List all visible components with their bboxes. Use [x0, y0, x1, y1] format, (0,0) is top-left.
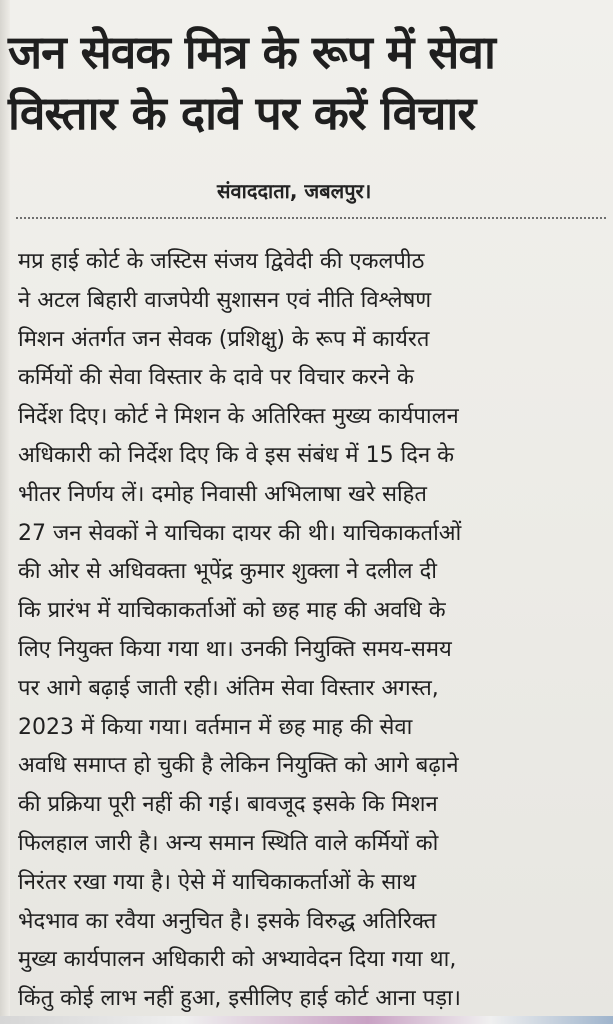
- body-line: कर्मियों की सेवा विस्तार के दावे पर विचार करने के: [18, 365, 414, 391]
- body-line: की ओर से अधिवक्ता भूपेंद्र कुमार शुक्ला ने दलील दी: [18, 559, 437, 585]
- article-body: [18, 243, 602, 1019]
- body-line: निर्देश दिए। कोर्ट ने मिशन के अतिरिक्त मुख्य कार्यपालन: [18, 404, 459, 430]
- body-line: निरंतर रखा गया है। ऐसे में याचिकाकर्ताओं के साथ: [18, 869, 417, 895]
- body-line: ने अटल बिहारी वाजपेयी सुशासन एवं नीति विश्लेषण: [18, 287, 432, 313]
- body-line: लिए नियुक्त किया गया था। उनकी नियुक्ति समय-समय: [18, 636, 452, 662]
- body-line: कि प्रारंभ में याचिकाकर्ताओं को छह माह की अवधि के: [18, 598, 446, 624]
- body-line: मुख्य कार्यपालन अधिकारी को अभ्यावेदन दिया गया था,: [18, 947, 457, 973]
- body-line: किंतु कोई लाभ नहीं हुआ, इसीलिए हाई कोर्ट आना पड़ा।: [18, 986, 462, 1012]
- byline: संवाददाता, जबलपुर।: [217, 179, 372, 203]
- body-line: 27 जन सेवकों ने याचिका दायर की थी। याचिकाकर्ताओं: [18, 520, 462, 546]
- body-line: अधिकारी को निर्देश दिए कि वे इस संबंध में 15 दिन के: [18, 442, 455, 468]
- body-line: 2023 में किया गया। वर्तमान में छह माह की सेवा: [18, 714, 413, 740]
- dotted-divider: [16, 217, 606, 219]
- headline-line: जन सेवक मित्र के रूप में सेवा: [8, 25, 495, 79]
- body-line: पर आगे बढ़ाई जाती रही। अंतिम सेवा विस्तार अगस्त,: [18, 675, 439, 701]
- body-line: फिलहाल जारी है। अन्य समान स्थिति वाले कर्मियों को: [18, 830, 439, 856]
- body-line: भीतर निर्णय लें। दमोह निवासी अभिलाषा खरे सहित: [18, 481, 427, 507]
- headline: [8, 22, 608, 144]
- page-bottom-edge: [0, 1016, 613, 1024]
- headline-line: विस्तार के दावे पर करें विचार: [8, 86, 476, 140]
- paper-edge-shadow: [0, 0, 10, 1024]
- body-line: अवधि समाप्त हो चुकी है लेकिन नियुक्ति को आगे बढ़ाने: [18, 753, 459, 779]
- body-line: मप्र हाई कोर्ट के जस्टिस संजय द्विवेदी की एकलपीठ: [18, 249, 425, 274]
- body-line: मिशन अंतर्गत जन सेवक (प्रशिक्षु) के रूप में कार्यरत: [18, 326, 430, 352]
- body-line: भेदभाव का रवैया अनुचित है। इसके विरुद्ध अतिरिक्त: [18, 908, 437, 934]
- body-line: की प्रक्रिया पूरी नहीं की गई। बावजूद इसके कि मिशन: [18, 792, 438, 818]
